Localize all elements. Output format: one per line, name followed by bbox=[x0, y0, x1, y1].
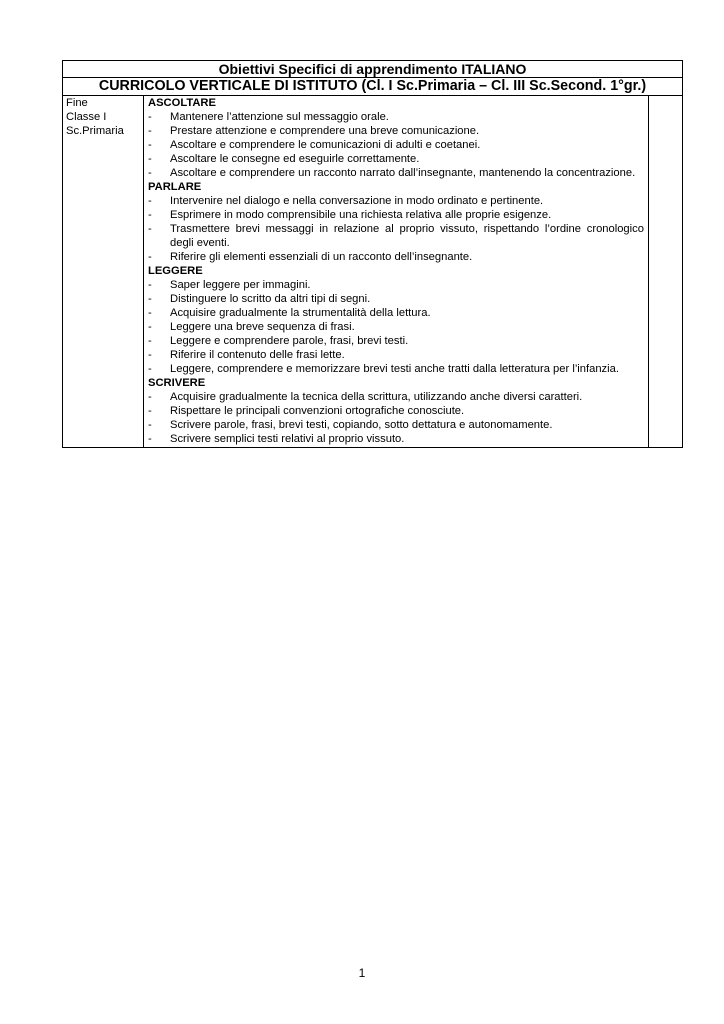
dash-bullet: - bbox=[148, 307, 152, 319]
dash-bullet: - bbox=[148, 293, 152, 305]
dash-bullet: - bbox=[148, 433, 152, 445]
section-heading: PARLARE bbox=[148, 181, 202, 193]
objective-text: Esprimere in modo comprensibile una richiesta relativa alle proprie esigenze. bbox=[170, 209, 552, 221]
page-number: 1 bbox=[358, 966, 366, 980]
table-subtitle: CURRICOLO VERTICALE DI ISTITUTO (Cl. I Sc.Primaria – Cl. III Sc.Second. 1°gr.) bbox=[63, 78, 683, 96]
list-item bbox=[148, 138, 644, 152]
class-label-line: Sc.Primaria bbox=[66, 125, 124, 137]
objectives-list bbox=[148, 110, 644, 180]
objective-text: Leggere e comprendere parole, frasi, brevi testi. bbox=[170, 335, 409, 347]
section-heading: SCRIVERE bbox=[148, 377, 206, 389]
objective-text: Distinguere lo scritto da altri tipi di segni. bbox=[170, 293, 371, 305]
dash-bullet: - bbox=[148, 391, 152, 403]
list-item bbox=[148, 222, 644, 250]
list-item bbox=[148, 362, 644, 376]
dash-bullet: - bbox=[148, 405, 152, 417]
dash-bullet: - bbox=[148, 125, 152, 137]
curriculum-table bbox=[62, 60, 683, 448]
list-item bbox=[148, 292, 644, 306]
dash-bullet: - bbox=[148, 139, 152, 151]
list-item bbox=[148, 348, 644, 362]
list-item bbox=[148, 320, 644, 334]
list-item bbox=[148, 250, 644, 264]
dash-bullet: - bbox=[148, 111, 152, 123]
dash-bullet: - bbox=[148, 419, 152, 431]
dash-bullet: - bbox=[148, 363, 152, 375]
empty-cell bbox=[648, 96, 682, 448]
list-item bbox=[148, 334, 644, 348]
list-item bbox=[148, 418, 644, 432]
objectives-cell bbox=[144, 96, 649, 448]
list-item bbox=[148, 166, 644, 180]
table-title: Obiettivi Specifici di apprendimento ITALIANO bbox=[63, 61, 683, 78]
class-label-line: Classe I bbox=[66, 111, 107, 123]
dash-bullet: - bbox=[148, 209, 152, 221]
class-cell bbox=[63, 96, 144, 448]
objective-text: Riferire gli elementi essenziali di un racconto dell’insegnante. bbox=[170, 251, 473, 263]
dash-bullet: - bbox=[148, 167, 152, 179]
objectives-list bbox=[148, 278, 644, 376]
objective-text: Ascoltare e comprendere le comunicazioni di adulti e coetanei. bbox=[170, 139, 481, 151]
dash-bullet: - bbox=[148, 279, 152, 291]
section-heading: LEGGERE bbox=[148, 265, 203, 277]
objective-text: Saper leggere per immagini. bbox=[170, 279, 311, 291]
dash-bullet: - bbox=[148, 153, 152, 165]
objective-text: Trasmettere brevi messaggi in relazione al proprio vissuto, rispettando l’ordine cronologico degli eventi. bbox=[170, 223, 644, 249]
list-item bbox=[148, 208, 644, 222]
dash-bullet: - bbox=[148, 195, 152, 207]
list-item bbox=[148, 404, 644, 418]
list-item bbox=[148, 306, 644, 320]
list-item bbox=[148, 194, 644, 208]
objectives-list bbox=[148, 194, 644, 264]
objective-text: Acquisire gradualmente la tecnica della scrittura, utilizzando anche diversi caratteri. bbox=[170, 391, 583, 403]
class-label-line: Fine bbox=[66, 97, 88, 109]
objective-text: Prestare attenzione e comprendere una breve comunicazione. bbox=[170, 125, 480, 137]
dash-bullet: - bbox=[148, 223, 152, 235]
objective-text: Scrivere parole, frasi, brevi testi, copiando, sotto dettatura e autonomamente. bbox=[170, 419, 553, 431]
dash-bullet: - bbox=[148, 321, 152, 333]
dash-bullet: - bbox=[148, 251, 152, 263]
section-heading: ASCOLTARE bbox=[148, 97, 216, 109]
objective-text: Intervenire nel dialogo e nella conversazione in modo ordinato e pertinente. bbox=[170, 195, 544, 207]
title-row bbox=[63, 61, 683, 78]
objectives-list bbox=[148, 390, 644, 446]
objective-text: Leggere una breve sequenza di frasi. bbox=[170, 321, 355, 333]
list-item bbox=[148, 110, 644, 124]
content-row bbox=[63, 96, 683, 448]
list-item bbox=[148, 278, 644, 292]
objective-text: Riferire il contenuto delle frasi lette. bbox=[170, 349, 345, 361]
list-item bbox=[148, 390, 644, 404]
list-item bbox=[148, 432, 644, 446]
subtitle-row bbox=[63, 78, 683, 96]
dash-bullet: - bbox=[148, 335, 152, 347]
objective-text: Acquisire gradualmente la strumentalità della lettura. bbox=[170, 307, 431, 319]
dash-bullet: - bbox=[148, 349, 152, 361]
objective-text: Ascoltare e comprendere un racconto narrato dall’insegnante, mantenendo la concentrazione. bbox=[170, 167, 636, 179]
objective-text: Scrivere semplici testi relativi al proprio vissuto. bbox=[170, 433, 405, 445]
list-item bbox=[148, 152, 644, 166]
objective-text: Rispettare le principali convenzioni ortografiche conosciute. bbox=[170, 405, 465, 417]
objective-text: Ascoltare le consegne ed eseguirle correttamente. bbox=[170, 153, 420, 165]
objective-text: Mantenere l’attenzione sul messaggio orale. bbox=[170, 111, 389, 123]
objective-text: Leggere, comprendere e memorizzare brevi testi anche tratti dalla letteratura per l’infanzia. bbox=[170, 363, 619, 375]
list-item bbox=[148, 124, 644, 138]
